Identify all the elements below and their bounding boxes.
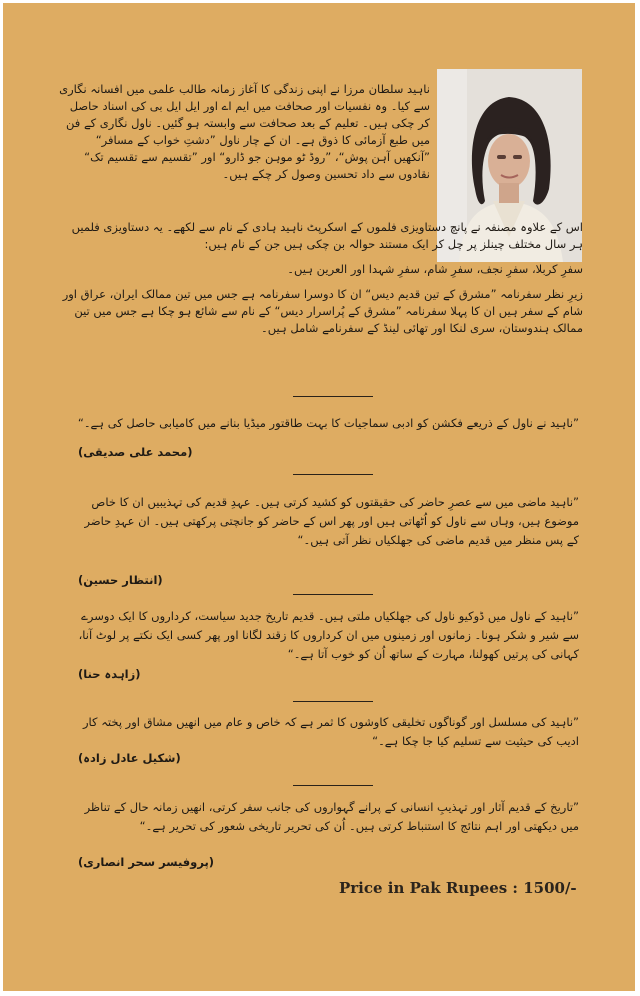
- quote-author: (زاہدہ حنا): [78, 667, 141, 681]
- quote-text: ”ناہید کے ناول میں ڈوکیو ناول کی جھلکیاں ملتی ہیں۔ قدیم تاریخ جدید سیاست، کرداروں کا ایک دوسرے سے شیر و شکر ہونا۔ زمانوں اور زمینوں میں ان کرداروں کا زقند لگانا اور پھر کسی ایک نکتے پر لوٹ آنا، کہانی کی پرتیں کھولنا، مہارت کے ساتھ اُن کو خوب آتا ہے۔“: [78, 609, 579, 661]
- quote-block: [73, 607, 579, 664]
- bio-scripts-text: اس کے علاوہ مصنفہ نے پانچ دستاویزی فلموں کے اسکرپٹ ناہید ہادی کے نام سے لکھے۔ یہ دستاویزی فلمیں ہر سال مختلف چینلز پر چل کر ایک مستند حوالہ بن چکی ہیں جن کے نام ہیں:: [71, 220, 583, 251]
- quote-author: (انتظار حسین): [78, 573, 163, 587]
- bio-intro: [58, 81, 430, 183]
- quote-text: ”ناہید ماضی میں سے عصرِ حاضر کی حقیقتوں کو کشید کرتی ہیں۔ عہدِ قدیم کی تہذیبیں ان کا خاص موضوع ہیں، وہاں سے ناول کو اُٹھاتی ہیں اور پھر اس کے حاضر کو جانچتی پرکھتی ہیں۔ ان عہدِ حاضر کے پس منظر میں قدیم ماضی کی جھلکیاں نظر آتی ہیں۔“: [84, 495, 579, 547]
- quote-author: (شکیل عادل زادہ): [78, 751, 181, 765]
- bio-details: [58, 219, 583, 337]
- separator-line: [293, 474, 373, 475]
- quote-author: (محمد علی صدیقی): [78, 445, 193, 459]
- separator-line: [293, 701, 373, 702]
- quote-block: [73, 414, 579, 433]
- quote-block: [73, 493, 579, 550]
- price-label: Price in Pak Rupees : 1500/-: [339, 879, 577, 897]
- quote-text: ”تاریخ کے قدیم آثار اور تہذیبِ انسانی کے پرانے گہواروں کی جانب سفر کرتی، انھیں زمانہ حال کے تناظر میں دیکھتی اور اہم نتائج کا استنباط کرتی ہیں۔ اُن کی تحریر تاریخی شعور کی تحریر ہے۔“: [84, 800, 579, 833]
- quote-text: ”ناہید کی مسلسل اور گوناگوں تخلیقی کاوشوں کا ثمر ہے کہ خاص و عام میں انھیں مشاق اور پختہ کار ادیب کی حیثیت سے تسلیم کیا جا چکا ہے۔“: [83, 715, 579, 748]
- back-cover: [3, 3, 635, 991]
- separator-line: [293, 785, 373, 786]
- quote-block: [73, 798, 579, 836]
- quote-text: ”ناہید نے ناول کے ذریعے فکشن کو ادبی سماجیات کا بہت طاقتور میڈیا بنانے میں کامیابی حاصل کی ہے۔“: [77, 416, 579, 430]
- bio-intro-text: ناہید سلطان مرزا نے اپنی زندگی کا آغاز زمانہ طالب علمی میں افسانہ نگاری سے کیا۔ وہ نفسیات اور صحافت میں ایم اے اور ایل ایل بی کی اسناد حاصل کر چکی ہیں۔ تعلیم کے بعد صحافت سے وابستہ ہو گئیں۔ ناول نگاری کے فن میں طبع آزمائی کا ذوق ہے۔ ان کے چار ناول ”دشتِ خواب کے مسافر“ ”آنکھیں آہن پوش“، ”روڈ ٹو موہن جو ڈارو“ اور ”تقسیم سے تقسیم تک“ نقادوں سے داد تحسین وصول کر چکے ہیں۔: [59, 82, 430, 181]
- separator-line: [293, 594, 373, 595]
- separator-line: [293, 396, 373, 397]
- bio-travelogues-text: زیرِ نظر سفرنامہ ”مشرق کے تین قدیم دیس“ ان کا دوسرا سفرنامہ ہے جس میں تین ممالک ایران، عراق اور شام کے سفر ہیں ان کا پہلا سفرنامہ ”مشرق کے پُراسرار دیس“ کے نام سے شائع ہو چکا ہے جس میں تین ممالک ہندوستان، سری لنکا اور تھائی لینڈ کے سفرنامے شامل ہیں۔: [62, 287, 583, 335]
- quote-block: [73, 713, 579, 751]
- bio-films-text: سفرِ کربلا، سفرِ نجف، سفرِ شام، سفرِ شہدا اور العرین ہیں۔: [287, 262, 583, 276]
- quote-author: (پروفیسر سحر انصاری): [78, 855, 215, 869]
